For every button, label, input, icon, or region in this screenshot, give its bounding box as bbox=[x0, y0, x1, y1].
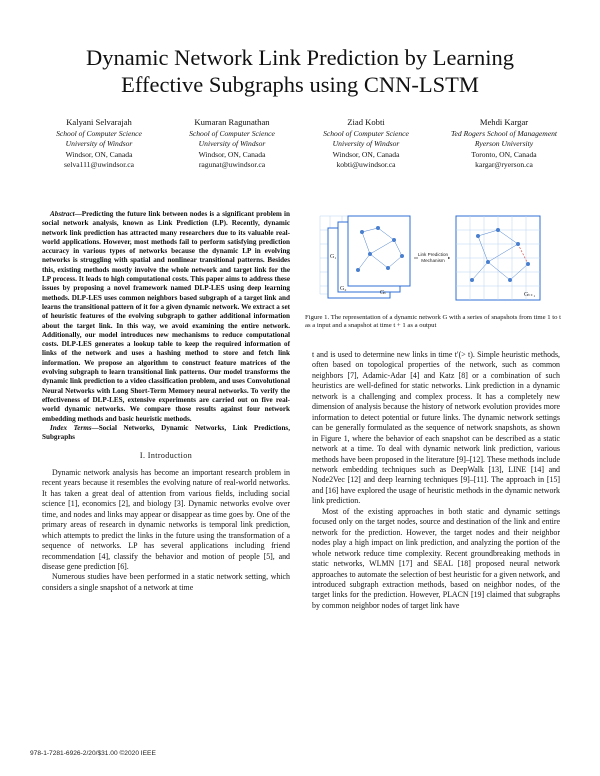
author-dept: Ted Rogers School of Management bbox=[450, 128, 558, 138]
gt1-label: Gₜ₊₁ bbox=[524, 292, 536, 298]
author-dept: School of Computer Science bbox=[189, 128, 275, 138]
author-email: selva111@uwindsor.ca bbox=[64, 160, 134, 170]
author-location: Windsor, ON, Canada bbox=[332, 149, 400, 159]
author-dept: School of Computer Science bbox=[323, 128, 409, 138]
gt-label: Gₜ bbox=[380, 290, 387, 296]
author-name: Kalyani Selvarajah bbox=[66, 117, 132, 127]
author-location: Toronto, ON, Canada bbox=[471, 149, 537, 159]
author-location: Windsor, ON, Canada bbox=[65, 149, 133, 159]
author-email: kobti@uwindsor.ca bbox=[336, 160, 396, 170]
author-email: kargar@ryerson.ca bbox=[475, 160, 533, 170]
author-dept: School of Computer Science bbox=[56, 128, 142, 138]
g2-label: G₂ bbox=[340, 286, 347, 292]
footer-copyright: 978-1-7281-6926-2/20/$31.00 ©2020 IEEE bbox=[30, 750, 156, 757]
author-location: Windsor, ON, Canada bbox=[198, 149, 266, 159]
author-block-4 bbox=[434, 117, 574, 171]
intro-paragraph-1: Dynamic network analysis has become an important research problem in recent years because it resembles the evolving nature of real-world networks. It has taken a great deal of attention from various fields, including social science [1], economics [2], and biology [3]. Dynamic networks evolve over time, and nodes and links may appear or disappear as time goes by. One of the primary areas of research in dynamic networks is temporal link prediction, which attempts to predict the links in the future using the transformation of a sequence of networks. LP has several applications including friend recommendation [4], classify the behavior and motion of people [5], and disease gene prediction [6]. bbox=[42, 467, 290, 571]
author-block-3 bbox=[296, 117, 436, 171]
body-paragraph-2: Most of the existing approaches in both static and dynamic settings focused only on the target nodes, source and destination of the link and entire network for the prediction. However, the target nodes and their neighbor nodes play a high impact on link prediction, and analyzing the portion of the whole network reduce time complexity. Recent groundbreaking methods in static networks, WLMN [17] and SEAL [18] proposed neural network approaches to automate the selection of best heuristic for a given network, and introduced subgraph extraction methods, based on neighbor nodes, of the target links for the prediction. However, PLACN [19] claimed that subgraphs by common neighbor nodes of target link have bbox=[312, 506, 560, 610]
left-column bbox=[42, 210, 290, 593]
abstract-text: —Predicting the future link between nodes is a significant problem in social network analysis, known as Link Prediction (LP). Recently, dynamic network link prediction has attracted many researchers due to its valuable real-world applications. However, most methods fail to perform satisfying prediction accuracy in various types of networks because the dynamic LP in evolving networks is struggling with spatial and nonlinear transitional patterns. Besides this, existing methods mostly involve the whole network and target link for the LP process. It leads to high computational costs. This paper aims to address these issues by proposing a novel framework named DLP-LES using deep learning methods. DLP-LES uses common neighbors based subgraph of a target link and learns the transitional pattern of it for a given dynamic network. We extract a set of heuristic features of the evolving subgraph to gather additional information about the target link. In this way, we avoid examining the entire network. Additionally, our model introduces new mechanisms to reduce computational costs. DLP-LES generates a lookup table to keep the required information of links of the network and uses a hashing method to store and fetch link information. We propose an algorithm to construct feature matrices of the evolving subgraph to learn transitional link patterns. Our model transforms the dynamic link prediction to a video classification problem, and uses Convolutional Neural Networks with Long Short-Term Memory neural networks. To verify the effectiveness of DLP-LES, extensive experiments are carried out on five real-world dynamic networks. We compare those results against four network embedding methods and basic heuristic methods. bbox=[42, 210, 290, 423]
body-paragraph-1: t and is used to determine new links in time t′(> t). Simple heuristic methods, often based on topological properties of the network, such as common neighbors [7], Adamic-Adar [4] and Katz [8] or a combination of such heuristics are well-defined for static networks. Link prediction in a dynamic network is a challenging and complex process. It has a completely new dimension of analysis because the history of network evolution provides more information to detect potential or future links. The dynamic network settings can be generally formulated as the sequence of network snapshots, as shown in Figure 1, where the behavior of each snapshot can be described as a static network at a time. To deal with dynamic network link prediction, various methods have been proposed in the literature [9]–[12]. These methods include network embedding techniques such as DeepWalk [13], LINE [14] and Node2Vec [12] and deep learning techniques [9]–[11]. The approach in [15] and [16] have explored the usage of heuristic methods in the dynamic network link prediction. bbox=[312, 350, 560, 506]
author-inst: Ryerson University bbox=[474, 139, 534, 149]
title-line-2: Effective Subgraphs using CNN-LSTM bbox=[121, 72, 479, 97]
g1-label: G₁ bbox=[330, 254, 337, 260]
intro-paragraph-2: Numerous studies have been performed in a static network setting, which considers a single snapshot of a network at time bbox=[42, 572, 290, 592]
author-inst: University of Windsor bbox=[65, 139, 133, 149]
title-line-1: Dynamic Network Link Prediction by Learning bbox=[85, 45, 515, 70]
author-name: Mehdi Kargar bbox=[479, 117, 529, 127]
index-terms-label: Index Terms bbox=[50, 423, 92, 432]
author-inst: University of Windsor bbox=[198, 139, 266, 149]
author-inst: University of Windsor bbox=[332, 139, 400, 149]
right-column bbox=[312, 350, 560, 611]
author-block-2 bbox=[162, 117, 302, 171]
author-name: Kumaran Ragunathan bbox=[194, 117, 270, 127]
abstract-label: Abstract bbox=[50, 210, 75, 218]
figure-1-caption: Figure 1. The representation of a dynamic network G with a series of snapshots from time 1 to t as a input and a snapshot at time t + 1 as a output bbox=[305, 314, 561, 330]
figure-1-diagram bbox=[318, 210, 564, 310]
index-terms-text: —Social Networks, Dynamic Networks, Link Predictions, Subgraphs bbox=[42, 423, 290, 442]
author-name: Ziad Kobti bbox=[347, 117, 385, 127]
author-email: ragunat@uwindsor.ca bbox=[198, 160, 266, 170]
paper-title bbox=[40, 44, 560, 98]
index-terms bbox=[42, 424, 290, 443]
abstract bbox=[42, 210, 290, 424]
author-block-1 bbox=[29, 117, 169, 171]
section-heading: I. Introduction bbox=[139, 451, 193, 461]
mechanism-label-1: Link Prediction bbox=[417, 252, 449, 257]
mechanism-label-2: Mechanism bbox=[421, 258, 445, 263]
